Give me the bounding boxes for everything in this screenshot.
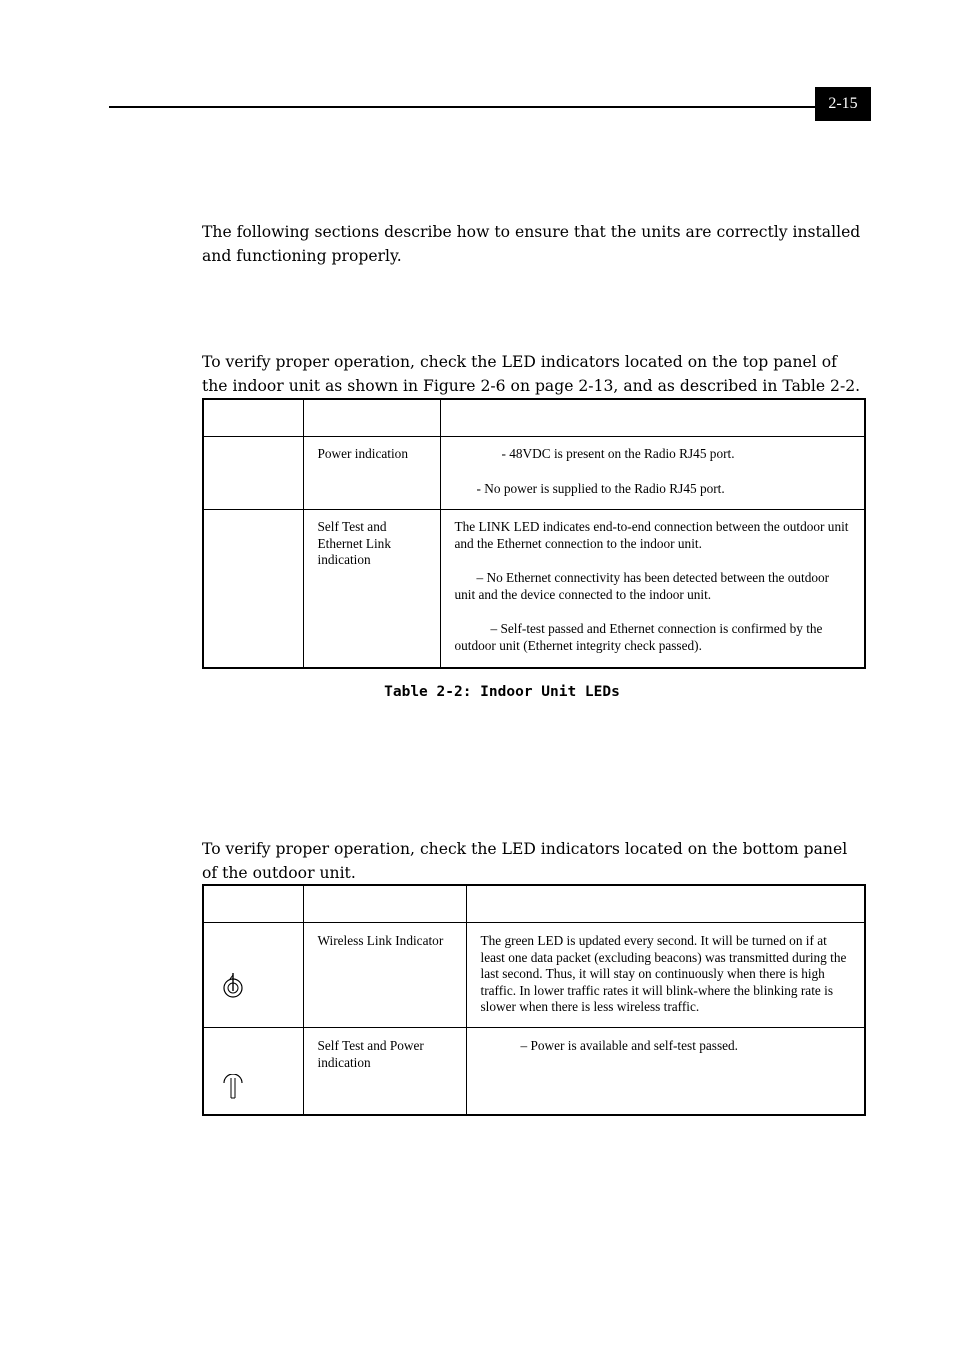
description-line: - 48VDC is present on the Radio RJ45 port.	[501, 446, 735, 461]
function-text: Self Test and Ethernet Link indication	[317, 519, 391, 567]
page-number: 2-15	[815, 87, 871, 121]
function-text: Wireless Link Indicator	[317, 933, 444, 948]
table-row	[203, 510, 865, 668]
function-text: Power indication	[317, 446, 408, 461]
function-cell	[303, 1028, 466, 1116]
header-cell	[466, 885, 865, 923]
description-cell	[466, 923, 865, 1028]
header-cell	[203, 399, 303, 437]
header-cell	[303, 885, 466, 923]
description-line: The LINK LED indicates end-to-end connection between the outdoor unit and the Ethernet connection to the indoor unit.	[454, 519, 849, 551]
function-cell	[303, 437, 440, 510]
led-cell	[203, 437, 303, 510]
table-row	[203, 437, 865, 510]
power-led-icon	[220, 1074, 246, 1100]
wireless-link-led-icon	[220, 971, 246, 999]
description-line: – No Ethernet connectivity has been detected between the outdoor unit and the device connected to the indoor unit.	[454, 570, 830, 602]
table-header-row	[203, 885, 865, 923]
header-cell	[303, 399, 440, 437]
description-line: - No power is supplied to the Radio RJ45 port.	[476, 480, 725, 496]
outdoor-paragraph: To verify proper operation, check the LED indicators located on the bottom panel of the outdoor unit.	[202, 840, 848, 882]
led-cell	[203, 1028, 303, 1116]
led-cell	[203, 510, 303, 668]
header-cell	[440, 399, 865, 437]
table-row	[203, 923, 865, 1028]
description-cell	[440, 437, 865, 510]
outdoor-led-table	[202, 884, 866, 1116]
description-line: The green LED is updated every second. It will be turned on if at least one data packet (excluding beacons) was transmitted during the last second. Thus, it will stay on continuously when there is high traffic. In lower traffic rates it will blink-where the blinking rate is slower when there is less wireless traffic.	[480, 933, 847, 1014]
function-text: Self Test and Power indication	[317, 1038, 424, 1070]
header-rule	[109, 106, 818, 108]
description-cell	[440, 510, 865, 668]
led-cell	[203, 923, 303, 1028]
description-line: – Power is available and self-test passed.	[520, 1038, 738, 1053]
table-caption: Table 2-2: Indoor Unit LEDs	[384, 684, 620, 700]
header-cell	[203, 885, 303, 923]
intro-paragraph: The following sections describe how to ensure that the units are correctly installed and functioning properly.	[202, 223, 861, 265]
indoor-paragraph: To verify proper operation, check the LED indicators located on the top panel of the indoor unit as shown in Figure 2-6 on page 2-13, and as described in Table 2-2.	[202, 353, 861, 395]
table-header-row	[203, 399, 865, 437]
description-line: – Self-test passed and Ethernet connection is confirmed by the outdoor unit (Ethernet integrity check passed).	[454, 621, 823, 653]
function-cell	[303, 510, 440, 668]
description-cell	[466, 1028, 865, 1116]
function-cell	[303, 923, 466, 1028]
indoor-led-table	[202, 398, 866, 669]
table-row	[203, 1028, 865, 1116]
